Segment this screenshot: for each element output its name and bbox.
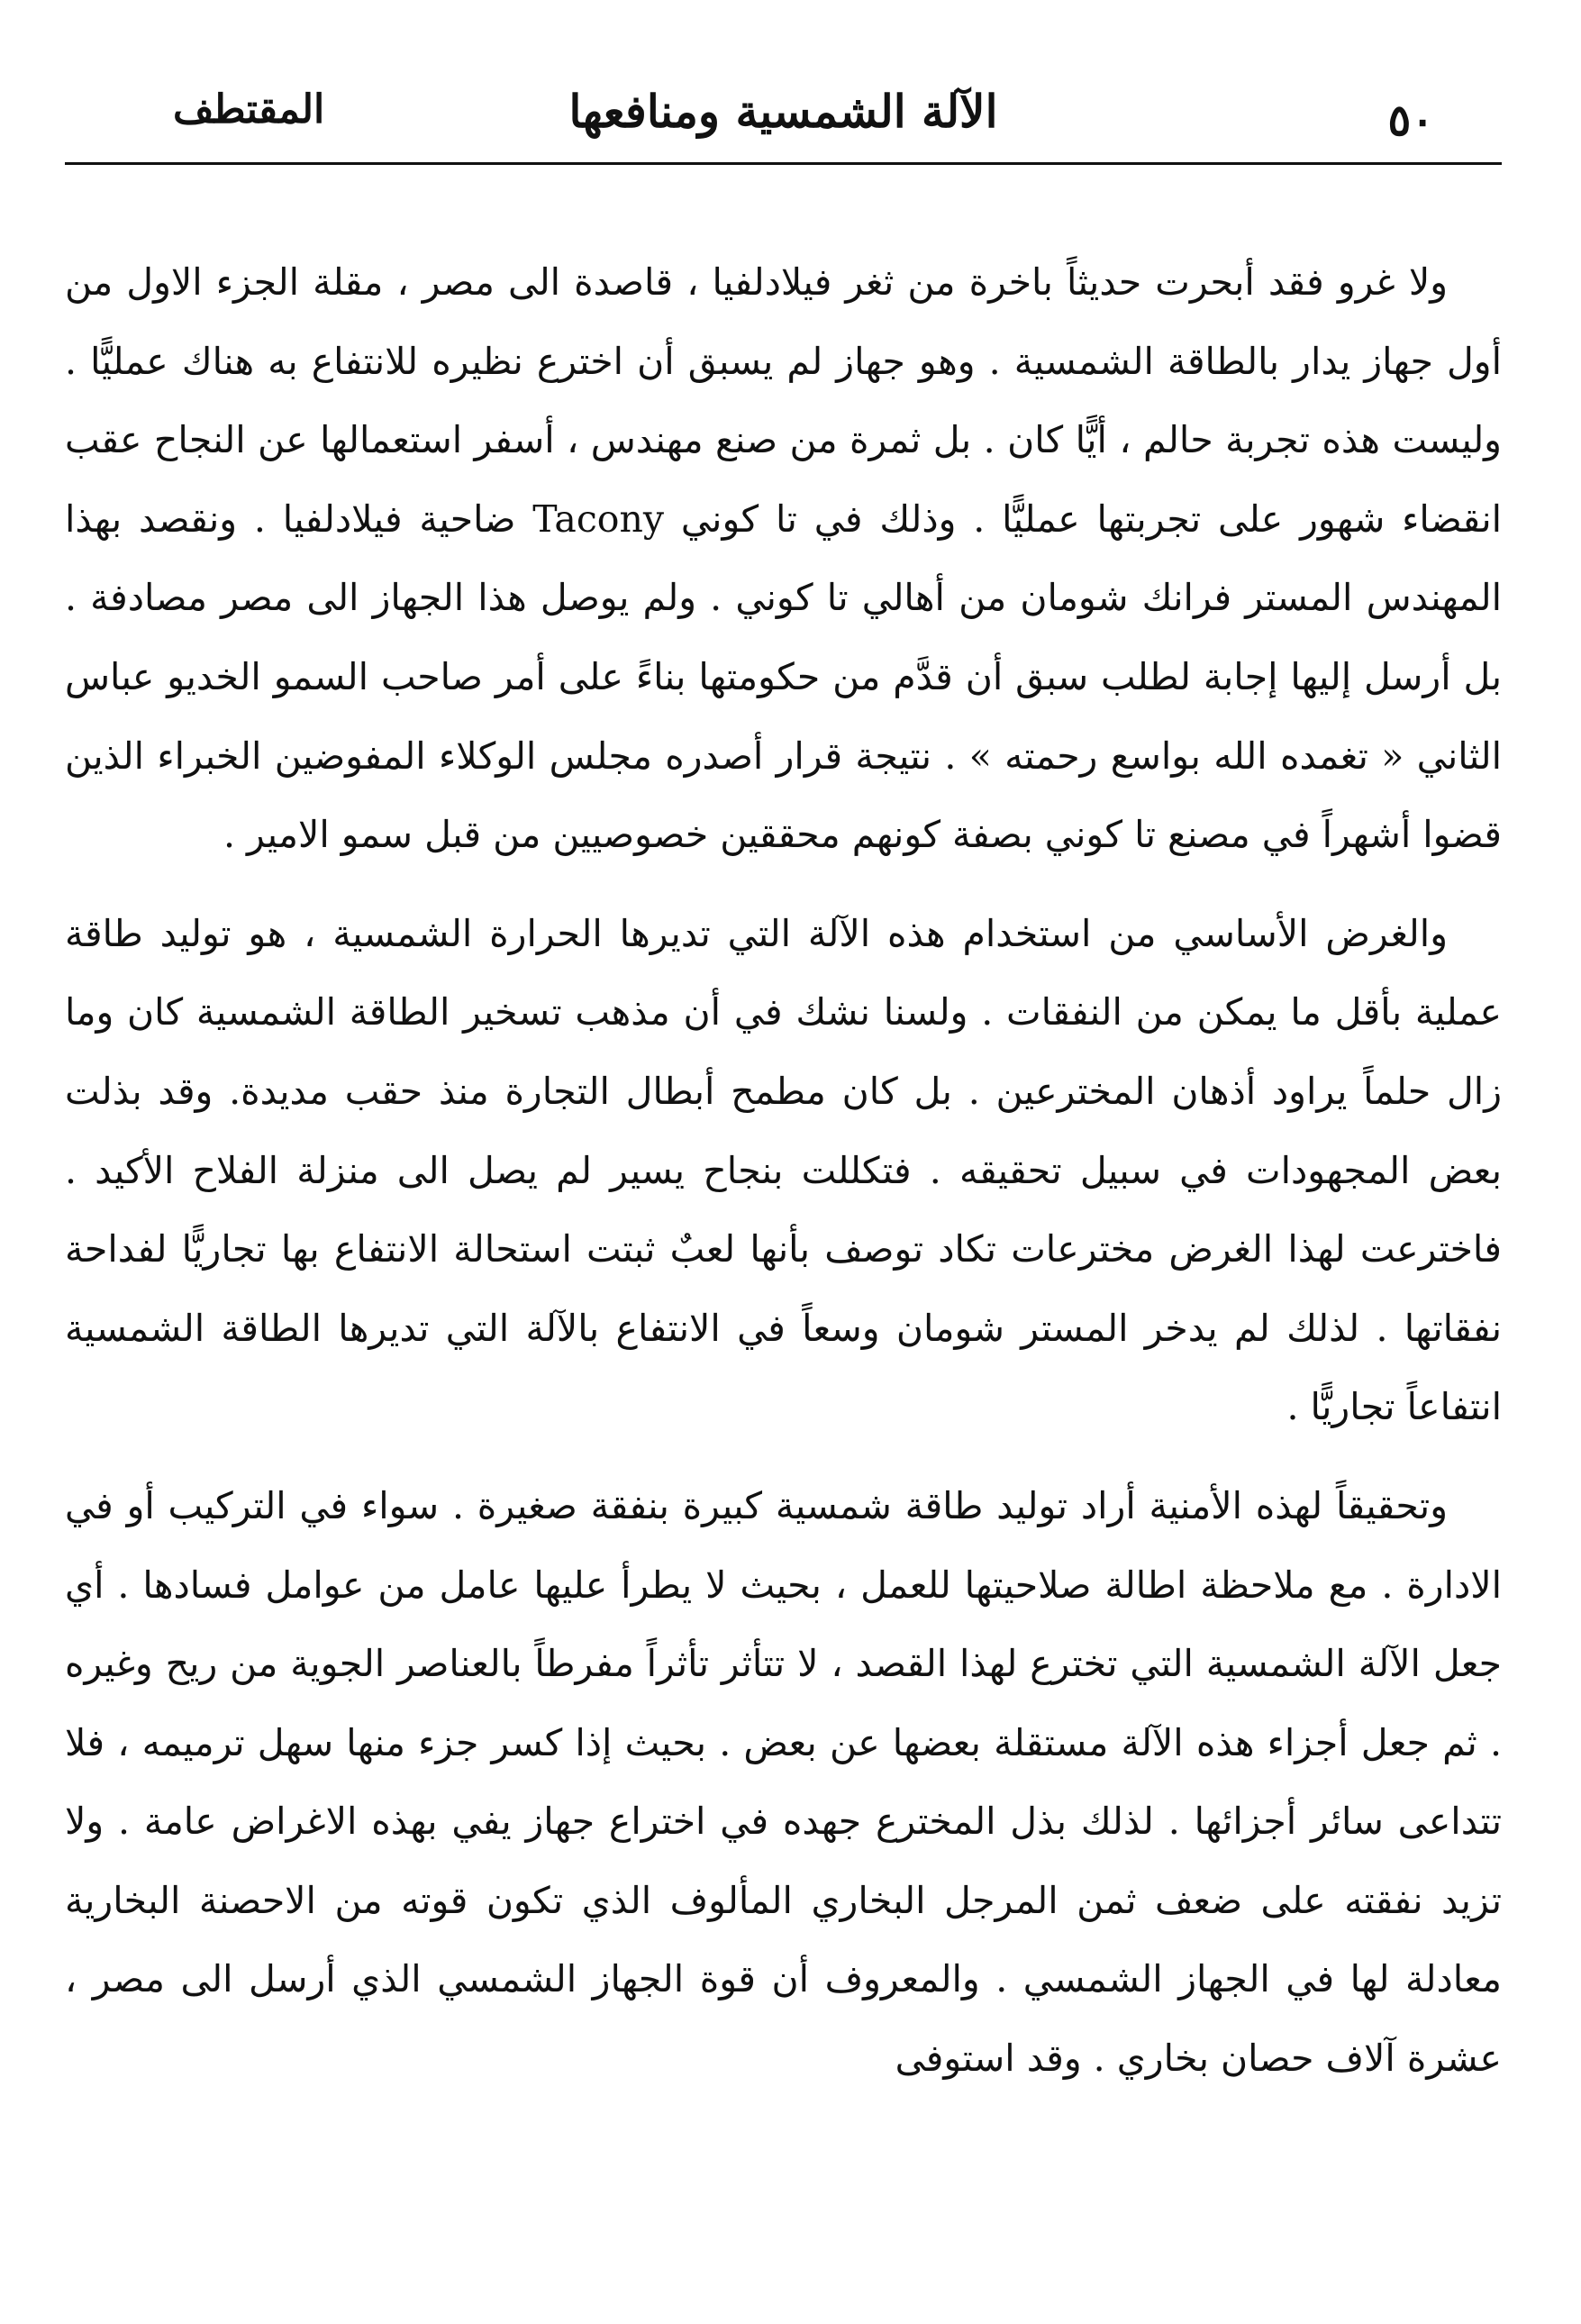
journal-name: المقتطف xyxy=(173,87,325,132)
paragraph: ولا غرو فقد أبحرت حديثاً باخرة من ثغر فيلادلفيا ، قاصدة الى مصر ، مقلة الجزء الاول من أول جهاز يدار بالطاقة الشمسية . وهو جهاز لم يسبق أن اخترع نظيره للانتفاع به هناك عمليًّا . وليست هذه تجربة حالم ، أيًّا كان . بل ثمرة من صنع مهندس ، أسفر استعمالها عن النجاح عقب انقضاء شهور على تجربتها عمليًّا . وذلك في تا كوني Tacony ضاحية فيلادلفيا . ونقصد بهذا المهندس المستر فرانك شومان من أهالي تا كوني . ولم يوصل هذا الجهاز الى مصر مصادفة . بل أرسل إليها إجابة لطلب سبق أن قدَّم من حكومتها بناءً على أمر صاحب السمو الخديو عباس الثاني « تغمده الله بواسع رحمته » . نتيجة قرار أصدره مجلس الوكلاء المفوضين الخبراء الذين قضوا أشهراً في مصنع تا كوني بصفة كونهم محققين خصوصيين من قبل سمو الامير . xyxy=(65,260,1502,857)
article-body xyxy=(65,243,1502,2099)
paragraph: والغرض الأساسي من استخدام هذه الآلة التي تديرها الحرارة الشمسية ، هو توليد طاقة عملية بأقل ما يمكن من النفقات . ولسنا نشك في أن مذهب تسخير الطاقة الشمسية كان وما زال حلماً يراود أذهان المخترعين . بل كان مطمح أبطال التجارة منذ حقب مديدة. وقد بذلت بعض المجهودات في سبيل تحقيقه . فتكللت بنجاح يسير لم يصل الى منزلة الفلاح الأكيد . فاخترعت لهذا الغرض مخترعات تكاد توصف بأنها لعبٌ ثبتت استحالة الانتفاع بها تجاريًّا لفداحة نفقاتها . لذلك لم يدخر المستر شومان وسعاً في الانتفاع بالآلة التي تديرها الطاقة الشمسية انتفاعاً تجاريًّا . xyxy=(65,911,1503,1429)
article-title: الآلة الشمسية ومنافعها xyxy=(568,85,998,138)
paragraph: وتحقيقاً لهذه الأمنية أراد توليد طاقة شمسية كبيرة بنفقة صغيرة . سواء في التركيب أو في الادارة . مع ملاحظة اطالة صلاحيتها للعمل ، بحيث لا يطرأ عليها عامل من عوامل فسادها . أي جعل الآلة الشمسية التي تخترع لهذا القصد ، لا تتأثر تأثراً مفرطاً بالعناصر الجوية من ريح وغيره . ثم جعل أجزاء هذه الآلة مستقلة بعضها عن بعض . بحيث إذا كسر جزء منها سهل ترميمه ، فلا تتداعى سائر أجزائها . لذلك بذل المخترع جهده في اختراع جهاز يفي بهذه الاغراض عامة . ولا تزيد نفقته على ضعف ثمن المرجل البخاري المألوف الذي تكون قوته من الاحصنة البخارية معادلة لها في الجهاز الشمسي . والمعروف أن قوة الجهاز الشمسي الذي أرسل الى مصر ، عشرة آلاف حصان بخاري . وقد استوفى xyxy=(65,1483,1503,2081)
page-number: ٥٠ xyxy=(1387,96,1434,146)
running-header xyxy=(65,63,1502,165)
